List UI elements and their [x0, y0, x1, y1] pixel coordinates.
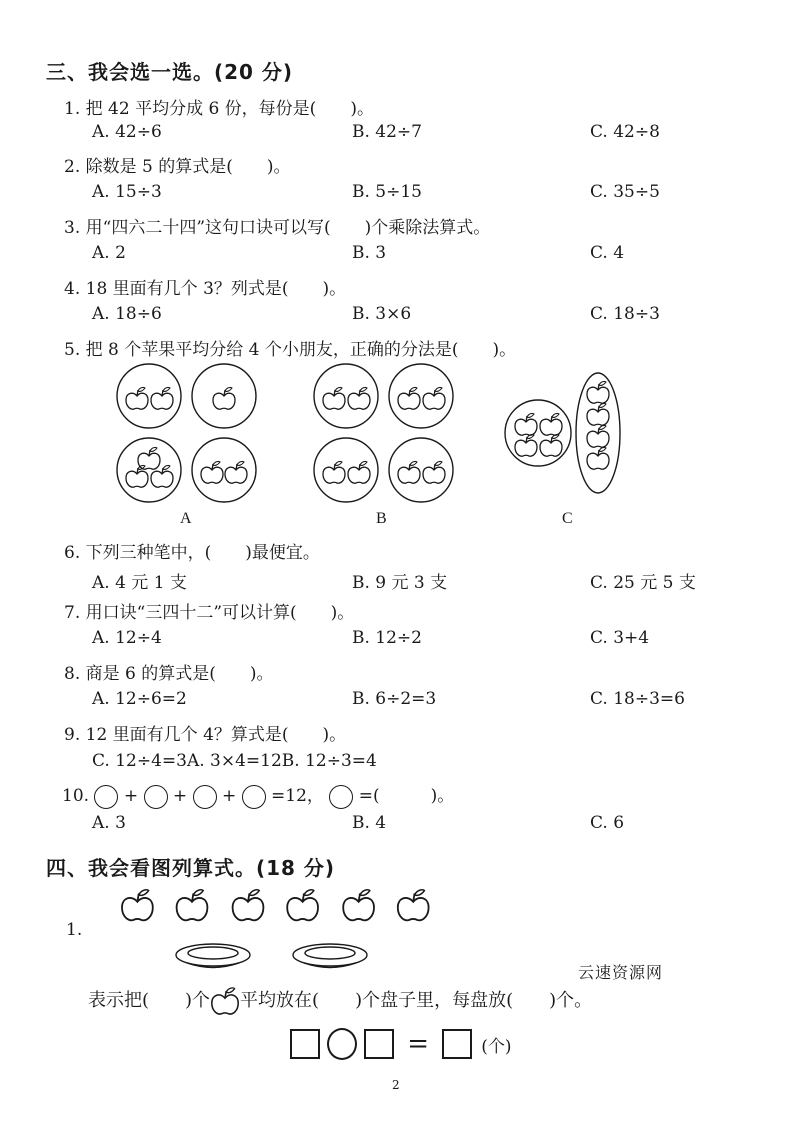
q10-answer-blank: =( )。 [358, 786, 455, 806]
q3-option-c[interactable]: C. 4 [590, 243, 625, 263]
q8-option-a[interactable]: A. 12÷6=2 [92, 689, 187, 709]
q3-option-a[interactable]: A. 2 [92, 243, 126, 263]
figure-a-label: A [180, 510, 192, 527]
circle-shape-icon [144, 785, 168, 809]
question-1: 1. 把 42 平均分成 6 份，每份是( )。 [64, 99, 374, 119]
q7-option-c[interactable]: C. 3+4 [590, 628, 650, 648]
circle-shape-icon [242, 785, 266, 809]
q4-option-c[interactable]: C. 18÷3 [590, 304, 660, 324]
q6-option-a[interactable]: A. 4 元 1 支 [92, 573, 187, 593]
q10-option-b[interactable]: B. 4 [352, 813, 387, 833]
q6-option-b[interactable]: B. 9 元 3 支 [352, 573, 448, 593]
watermark: 云速资源网 [578, 963, 664, 982]
q10-number: 10. [62, 786, 90, 806]
figure-c-label: C [562, 510, 573, 527]
six-apples-image [115, 885, 445, 930]
s4-question-1-number: 1. [66, 920, 83, 940]
question-9: 9. 12 里面有几个 4？算式是( )。 [64, 725, 347, 745]
q1-option-b[interactable]: B. 42÷7 [352, 122, 422, 142]
q10-equals-12: =12， [271, 786, 324, 806]
q3-option-b[interactable]: B. 3 [352, 243, 387, 263]
q10-option-c[interactable]: C. 6 [590, 813, 625, 833]
circle-shape-icon [193, 785, 217, 809]
figure-b-apple-groups[interactable] [310, 360, 470, 510]
figure-c-apple-groups[interactable] [500, 360, 630, 510]
unit-label: (个) [481, 1036, 512, 1057]
plus-sign: + [123, 786, 139, 806]
question-7: 7. 用口诀“三四十二”可以计算( )。 [64, 603, 355, 623]
question-8: 8. 商是 6 的算式是( )。 [64, 664, 274, 684]
q4-option-a[interactable]: A. 18÷6 [92, 304, 162, 324]
question-10 [62, 781, 454, 809]
fill-part-1: 表示把( )个 [88, 990, 211, 1011]
equals-sign: = [407, 1029, 430, 1059]
section-title-picture-equation: 四、我会看图列算式。(18 分) [46, 856, 336, 880]
plus-sign: + [221, 786, 237, 806]
equation-template [290, 1028, 512, 1060]
q2-option-a[interactable]: A. 15÷3 [92, 182, 162, 202]
plus-sign: + [172, 786, 188, 806]
answer-box[interactable] [364, 1029, 394, 1059]
figure-b-label: B [376, 510, 387, 527]
q8-option-b[interactable]: B. 6÷2=3 [352, 689, 437, 709]
circle-shape-icon [94, 785, 118, 809]
q1-option-a[interactable]: A. 42÷6 [92, 122, 162, 142]
q2-option-b[interactable]: B. 5÷15 [352, 182, 422, 202]
answer-box[interactable] [290, 1029, 320, 1059]
q8-option-c[interactable]: C. 18÷3=6 [590, 689, 685, 709]
q4-option-b[interactable]: B. 3×6 [352, 304, 412, 324]
question-5: 5. 把 8 个苹果平均分给 4 个小朋友，正确的分法是( )。 [64, 340, 517, 360]
q7-option-b[interactable]: B. 12÷2 [352, 628, 422, 648]
q10-option-a[interactable]: A. 3 [92, 813, 126, 833]
question-3: 3. 用“四六二十四”这句口诀可以写( )个乘除法算式。 [64, 218, 491, 238]
fill-in-sentence [88, 986, 592, 1016]
q9-options-line[interactable]: C. 12÷4=3A. 3×4=12B. 12÷3=4 [92, 751, 377, 771]
question-6: 6. 下列三种笔中，( )最便宜。 [64, 543, 320, 563]
q1-option-c[interactable]: C. 42÷8 [590, 122, 660, 142]
figure-a-apple-groups[interactable] [112, 360, 292, 510]
apple-icon [210, 986, 240, 1016]
section-title-choice: 三、我会选一选。(20 分) [46, 60, 294, 84]
circle-shape-icon [329, 785, 353, 809]
question-4: 4. 18 里面有几个 3？列式是( )。 [64, 279, 347, 299]
page-number: 2 [392, 1078, 400, 1092]
q6-option-c[interactable]: C. 25 元 5 支 [590, 573, 696, 593]
fill-part-2: 平均放在( )个盘子里，每盘放( )个。 [240, 990, 593, 1011]
question-2: 2. 除数是 5 的算式是( )。 [64, 157, 291, 177]
two-plates-image [175, 940, 375, 974]
result-box[interactable] [442, 1029, 472, 1059]
q7-option-a[interactable]: A. 12÷4 [92, 628, 162, 648]
q2-option-c[interactable]: C. 35÷5 [590, 182, 660, 202]
operator-circle[interactable] [327, 1028, 357, 1060]
